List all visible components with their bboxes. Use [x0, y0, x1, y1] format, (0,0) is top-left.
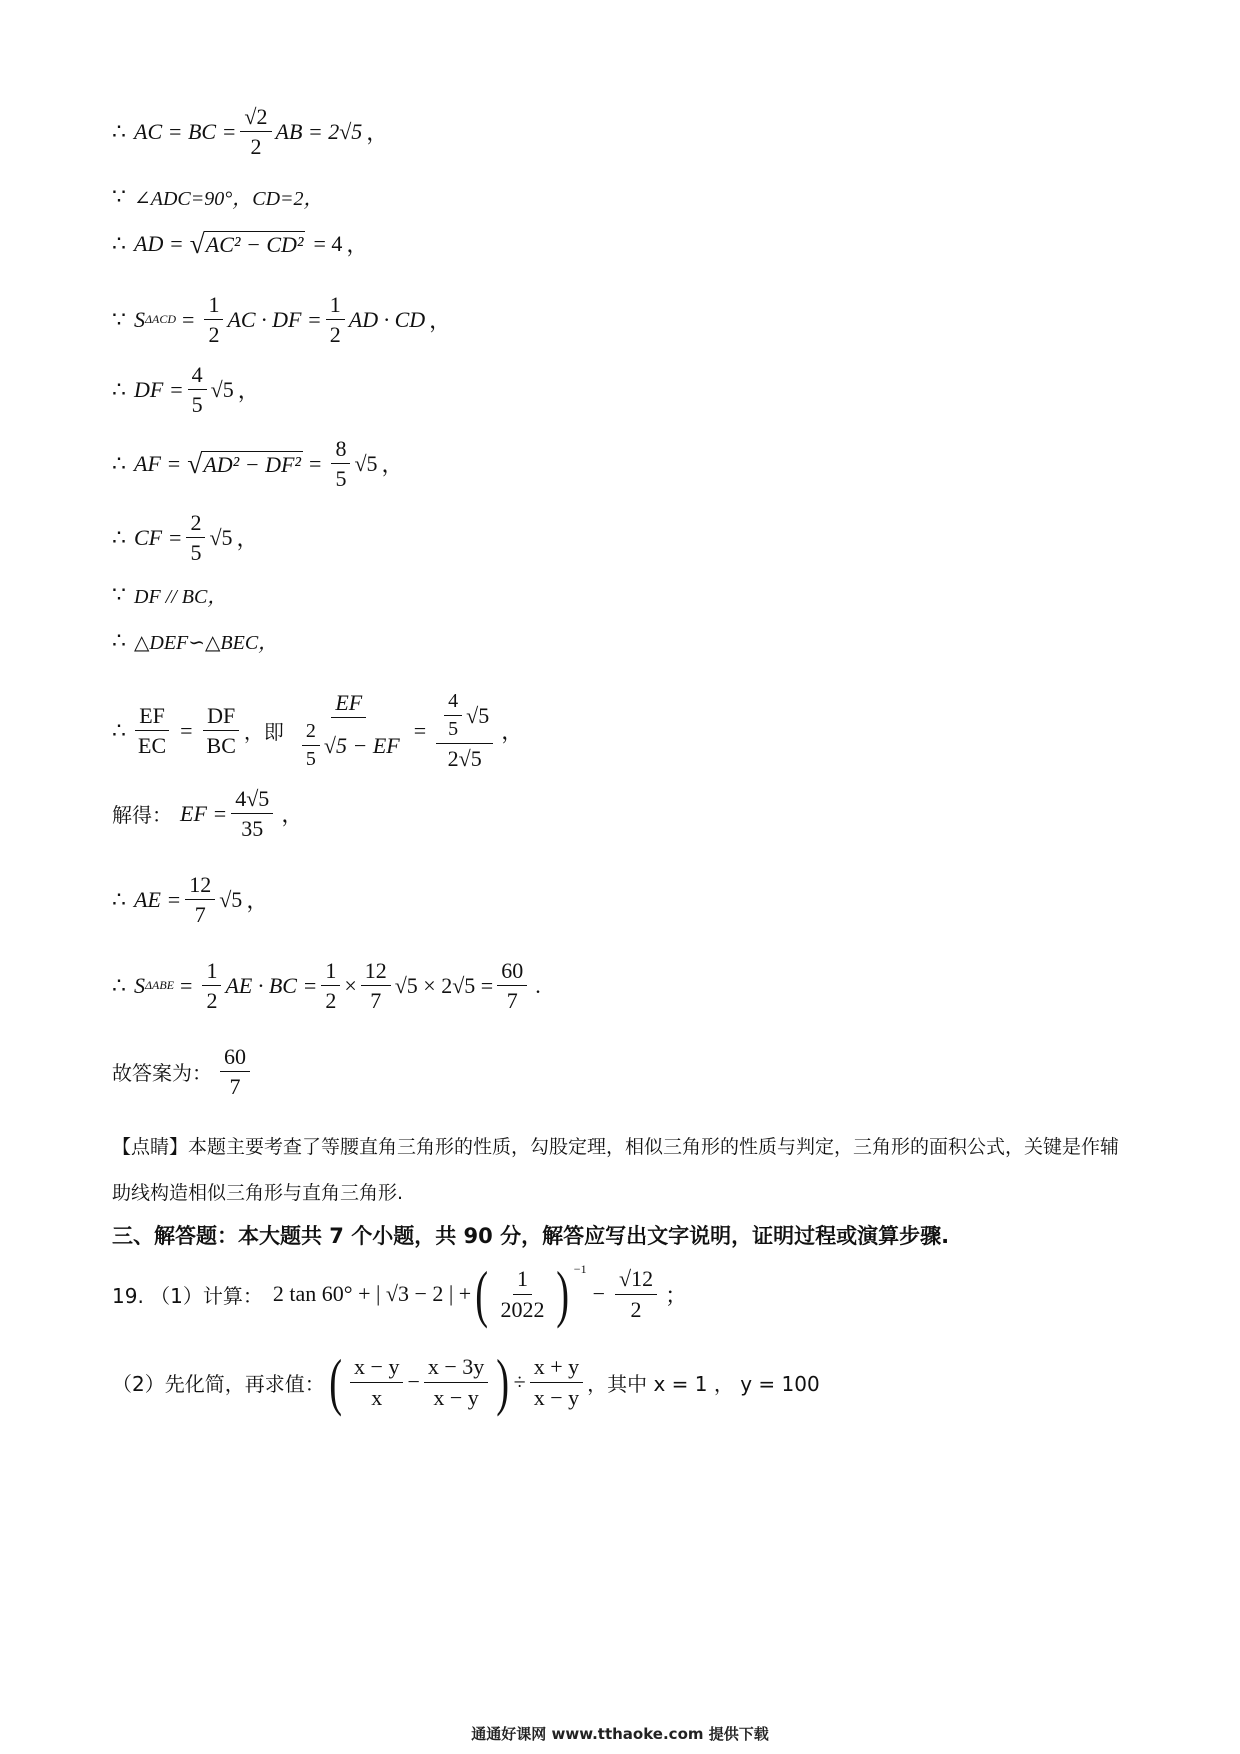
fraction: $\frac{x - y}{x}$: [350, 1354, 403, 1410]
because-symbol: ∵: [112, 306, 126, 332]
question-19-part-1: 19. （1）计算： 2 tan 60° + | √3 − 2 | + ( $\frac{1}{2022}$ ) $^{-1}$ − $\frac{√12}{2}$ ；: [112, 1258, 688, 1329]
step-4: ∵ S ΔACD = $\frac{1}{2}$ AC · DF = $\frac{1}{2}$ AD · CD ，: [112, 292, 452, 348]
connector-text: ，即: [243, 720, 284, 745]
therefore-symbol: ∴: [112, 886, 126, 912]
step-11: 解得： EF = $\frac{4√5}{35}$ ，: [112, 786, 304, 842]
therefore-symbol: ∴: [112, 230, 126, 256]
fraction: $\frac{2}{5}$: [186, 510, 205, 566]
fraction: $\frac{1}{2}$: [204, 292, 223, 348]
step-8: [112, 580, 227, 609]
fraction: $\frac{DF}{BC}$: [203, 703, 240, 759]
expression: AB = 2√5: [275, 118, 363, 144]
expression: √5: [354, 450, 378, 476]
expression: AF =: [134, 450, 182, 476]
step-12: ∴ AE = $\frac{12}{7}$ √5 ，: [112, 872, 269, 928]
step-14: [112, 1044, 254, 1100]
fraction: $\frac{4}{5}$: [188, 362, 207, 418]
fraction: $\frac{1}{2}$: [326, 292, 345, 348]
question-label: （2）先化简，再求值：: [112, 1371, 325, 1396]
section-title: 三、解答题：本大题共 7 个小题，共 90 分，解答应写出文字说明，证明过程或演算步骤.: [112, 1224, 950, 1248]
answer-label: 故答案为：: [112, 1061, 212, 1086]
expression: AE =: [134, 886, 182, 912]
therefore-symbol: ∴: [112, 450, 126, 476]
fraction: $\frac{1}{2}$: [321, 958, 340, 1014]
key-points-note: 【点睛】本题主要考查了等腰直角三角形的性质，勾股定理，相似三角形的性质与判定，三角形的面积公式，关键是作辅助线构造相似三角形与直角三角形.: [112, 1136, 1120, 1204]
step-7: ∴ CF = $\frac{2}{5}$ √5 ，: [112, 510, 259, 566]
square-root: √ AC² − CD²: [189, 227, 304, 259]
area-symbol: S: [134, 306, 145, 332]
therefore-symbol: ∴: [112, 118, 126, 144]
because-symbol: ∵: [112, 581, 126, 607]
fraction: $\frac{1}{2022}$: [500, 1266, 545, 1322]
exponent: −1: [573, 1262, 587, 1276]
expression: ∠ADC=90°，CD=2，: [134, 188, 324, 210]
subscript: ΔACD: [145, 312, 177, 327]
expression: DF // BC，: [134, 586, 228, 608]
square-root: √ AD² − DF²: [187, 448, 302, 480]
step-6: ∴ AF = √ AD² − DF² = $\frac{8}{5}$ √5 ，: [112, 436, 404, 492]
fraction: $\frac{4√5}{35}$: [231, 786, 273, 842]
fraction: $\frac{12}{7}$: [361, 958, 391, 1014]
fraction: $\frac{60}{7}$: [220, 1044, 250, 1100]
therefore-symbol: ∴: [112, 524, 126, 550]
question-19-part-2: （2）先化简，再求值： ( $\frac{x - y}{x}$ − $\frac{x - 3y}{x - y}$ ) ÷ $\frac{x + y}{x - y}$ ，其中 x = 1 ， y = 100: [112, 1346, 820, 1417]
fraction: $\frac{60}{7}$: [497, 958, 527, 1014]
fraction: $\frac{8}{5}$: [331, 436, 350, 492]
step-1: ∴ AC = BC = $\frac{√2}{2}$ AB = 2√5 ，: [112, 104, 389, 160]
step-13: ∴ S ΔABE = $\frac{1}{2}$ AE · BC = $\frac{1}{2}$ × $\frac{12}{7}$ √5 × 2√5 = $\frac{60}{7}$ .: [112, 958, 541, 1014]
fraction: $\frac{4}{5}$ √5 2√5: [436, 690, 493, 771]
fraction: $\frac{√12}{2}$: [615, 1266, 657, 1322]
expression: EF =: [180, 800, 228, 826]
expression: AD · CD: [348, 306, 426, 332]
step-3: ∴ AD = √ AC² − CD² = 4 ，: [112, 227, 369, 259]
fraction: $\frac{x + y}{x - y}$: [530, 1354, 583, 1410]
solution-label: 解得：: [112, 803, 172, 828]
fraction: $\frac{1}{2}$: [202, 958, 221, 1014]
step-9: [112, 626, 278, 655]
expression: AD =: [134, 230, 184, 256]
fraction: $\frac{x - 3y}{x - y}$: [424, 1354, 488, 1410]
expression: CF =: [134, 524, 183, 550]
question-label: 19. （1）计算：: [112, 1283, 263, 1308]
expression: DF =: [134, 376, 184, 402]
expression: AC · DF =: [227, 306, 322, 332]
step-10: ∴ $\frac{EF}{EC}$ = $\frac{DF}{BC}$ ，即 EF $\frac{2}{5}$ √5 − EF = $\frac{4}{5}$ √5 2√5 ，: [112, 690, 524, 771]
expression: √5: [210, 376, 234, 402]
footer-watermark: 通通好课网 www.tthaoke.com 提供下载: [471, 1725, 769, 1743]
because-symbol: ∵: [112, 183, 126, 209]
expression: √5: [219, 886, 243, 912]
therefore-symbol: ∴: [112, 972, 126, 998]
condition-text: ，其中 x = 1 ， y = 100: [587, 1371, 820, 1396]
fraction: $\frac{12}{7}$: [185, 872, 215, 928]
expression: AE · BC =: [225, 972, 318, 998]
therefore-symbol: ∴: [112, 376, 126, 402]
expression: √5 × 2√5 =: [394, 972, 494, 998]
therefore-symbol: ∴: [112, 627, 126, 653]
fraction: EF $\frac{2}{5}$ √5 − EF: [294, 690, 404, 771]
expression: √5: [209, 524, 233, 550]
area-symbol: S: [134, 972, 145, 998]
fraction: $\frac{EF}{EC}$: [134, 703, 170, 759]
step-2: [112, 182, 324, 211]
therefore-symbol: ∴: [112, 717, 126, 743]
step-5: ∴ DF = $\frac{4}{5}$ √5 ，: [112, 362, 260, 418]
expression: △DEF∽△BEC，: [134, 632, 279, 654]
expression: AC = BC =: [134, 118, 237, 144]
expression: 2 tan 60° + | √3 − 2 | +: [272, 1281, 472, 1306]
subscript: ΔABE: [145, 978, 175, 993]
expression: = 4: [313, 230, 343, 256]
fraction: $\frac{√2}{2}$: [240, 104, 271, 160]
